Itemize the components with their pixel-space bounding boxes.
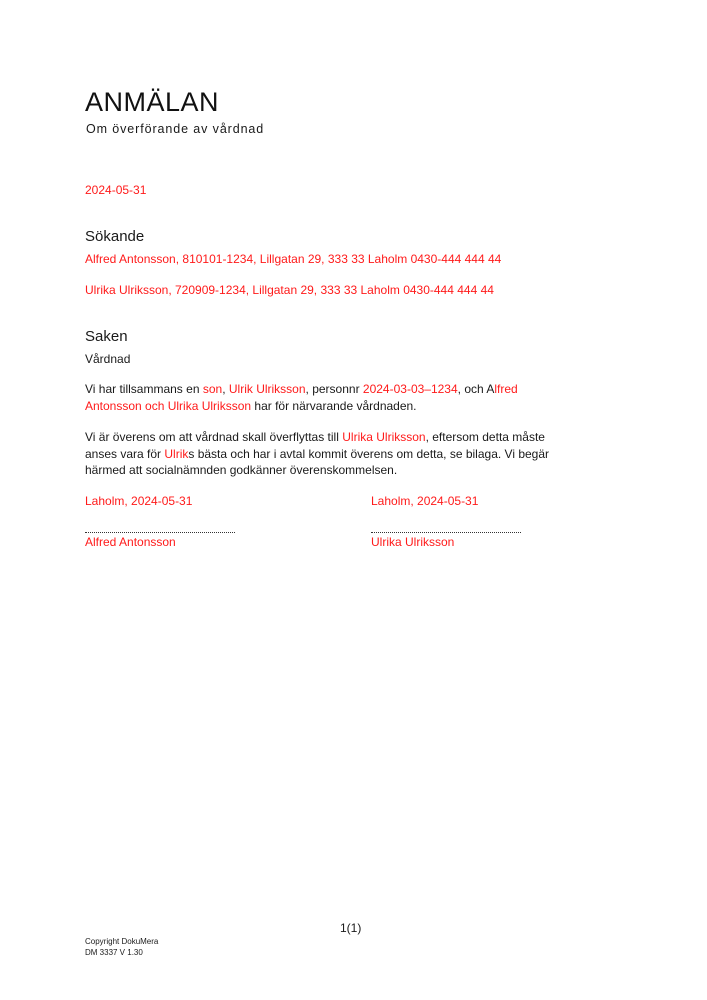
text-segment: , och A (457, 382, 495, 396)
text-segment: s bästa och har i avtal kommit överens om detta, se bilaga. Vi begär härmed att socialnämnden godkänner överenskommelsen. (85, 446, 550, 477)
text-segment: , eftersom detta måste anses vara för (85, 430, 545, 461)
copyright-text: Copyright DokuMera (85, 937, 159, 946)
text-segment: , personnr (305, 382, 363, 396)
text-segment: Vi har tillsammans en (85, 382, 203, 396)
new-guardian: Ulrika Ulriksson (342, 430, 426, 444)
child-first-name: Ulrik (164, 446, 189, 461)
applicant-1: Alfred Antonsson, 810101-1234, Lillgatan 29, 333 33 Laholm 0430-444 444 44 (85, 252, 502, 266)
matter-subject: Vårdnad (85, 352, 131, 366)
paragraph-custody-status (85, 381, 555, 414)
child-name: Ulrik Ulriksson (228, 382, 306, 396)
signature-name: Alfred Antonsson (85, 535, 176, 549)
text-segment: har för närvarande vårdnaden. (251, 398, 417, 413)
document-date: 2024-05-31 (85, 183, 147, 197)
text-segment: , (222, 382, 229, 396)
matter-heading: Saken (85, 328, 128, 345)
signature-line (371, 532, 521, 533)
applicants-heading: Sökande (85, 228, 145, 245)
signature-block-1 (85, 493, 285, 549)
signature-name: Ulrika Ulriksson (371, 535, 455, 549)
document-title: ANMÄLAN (85, 87, 220, 117)
document-id: DM 3337 V 1.30 (85, 948, 143, 957)
paragraph-custody-transfer (85, 429, 555, 479)
signature-place-date: Laholm, 2024-05-31 (85, 494, 193, 508)
applicant-2: Ulrika Ulriksson, 720909-1234, Lillgatan 29, 333 33 Laholm 0430-444 444 44 (85, 283, 494, 297)
signature-line (85, 532, 235, 533)
page-number: 1(1) (340, 921, 362, 935)
child-relation: son (202, 382, 223, 396)
signature-place-date: Laholm, 2024-05-31 (371, 494, 479, 508)
child-personal-number: 2024-03-03–1234 (362, 382, 458, 396)
signature-block-2 (371, 493, 571, 549)
footer (85, 936, 158, 958)
current-guardians: lfred Antonsson och Ulrika Ulriksson (85, 382, 518, 413)
text-segment: Vi är överens om att vårdnad skall överflyttas till (85, 430, 343, 444)
document-subtitle: Om överförande av vårdnad (86, 122, 265, 136)
